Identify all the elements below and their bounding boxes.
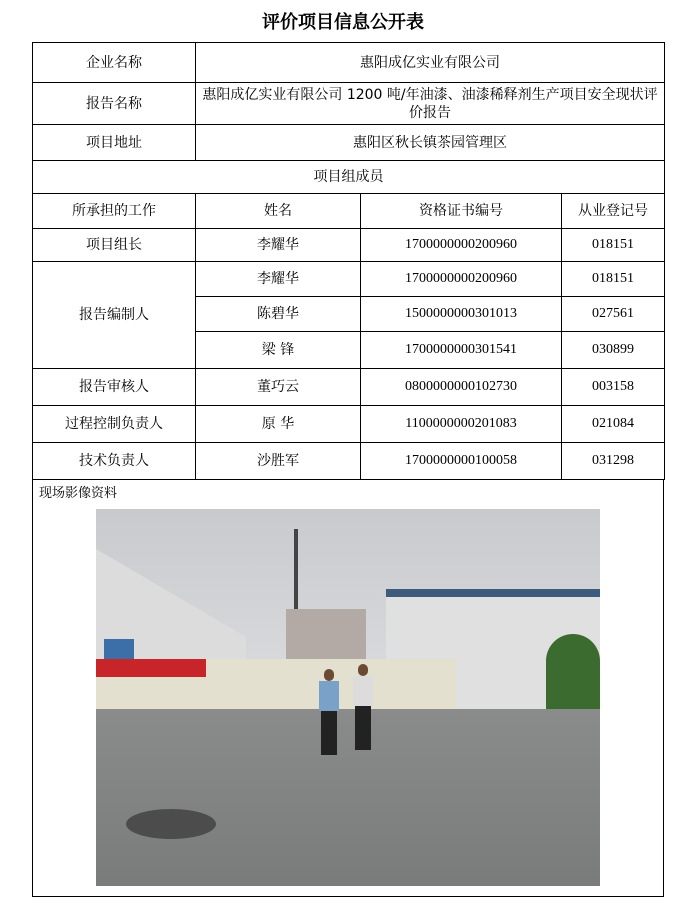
cert-cell: 1700000000301541 (361, 332, 562, 369)
photo-roof (386, 589, 600, 597)
table-row (33, 262, 665, 297)
site-photo-section (32, 479, 664, 897)
photo-banner (96, 659, 206, 677)
members-title-row (33, 161, 665, 194)
reg-cell: 018151 (562, 262, 665, 297)
site-photo (96, 509, 600, 886)
company-value: 惠阳成亿实业有限公司 (196, 43, 665, 83)
header-reg: 从业登记号 (562, 194, 665, 229)
address-label: 项目地址 (33, 125, 196, 161)
reg-cell: 021084 (562, 406, 665, 443)
role-cell: 项目组长 (33, 229, 196, 262)
reg-cell: 003158 (562, 369, 665, 406)
cert-cell: 1700000000100058 (361, 443, 562, 480)
header-name: 姓名 (196, 194, 361, 229)
table-row (33, 443, 665, 480)
cert-cell: 1700000000200960 (361, 262, 562, 297)
name-cell: 李耀华 (196, 229, 361, 262)
table-row (33, 369, 665, 406)
name-cell: 陈碧华 (196, 297, 361, 332)
address-row (33, 125, 665, 161)
name-cell: 沙胜军 (196, 443, 361, 480)
reg-cell: 030899 (562, 332, 665, 369)
role-cell: 技术负责人 (33, 443, 196, 480)
header-role: 所承担的工作 (33, 194, 196, 229)
photo-person (352, 664, 374, 754)
name-cell: 原 华 (196, 406, 361, 443)
role-cell: 报告编制人 (33, 262, 196, 369)
report-label: 报告名称 (33, 83, 196, 125)
company-label: 企业名称 (33, 43, 196, 83)
name-cell: 董巧云 (196, 369, 361, 406)
reg-cell: 027561 (562, 297, 665, 332)
reg-cell: 031298 (562, 443, 665, 480)
role-cell: 过程控制负责人 (33, 406, 196, 443)
company-row (33, 43, 665, 83)
cert-cell: 0800000000102730 (361, 369, 562, 406)
photo-ground (96, 709, 600, 886)
reg-cell: 018151 (562, 229, 665, 262)
page-title: 评价项目信息公开表 (262, 12, 424, 33)
cert-cell: 1500000000301013 (361, 297, 562, 332)
members-title: 项目组成员 (33, 161, 665, 194)
report-row (33, 83, 665, 125)
name-cell: 李耀华 (196, 262, 361, 297)
cert-cell: 1700000000200960 (361, 229, 562, 262)
header-cert: 资格证书编号 (361, 194, 562, 229)
role-cell: 报告审核人 (33, 369, 196, 406)
name-cell: 梁 锋 (196, 332, 361, 369)
table-row (33, 229, 665, 262)
table-row (33, 406, 665, 443)
address-value: 惠阳区秋长镇茶园管理区 (196, 125, 665, 161)
photo-label: 现场影像资料 (39, 486, 118, 501)
photo-trees (546, 634, 600, 709)
cert-cell: 1100000000201083 (361, 406, 562, 443)
photo-puddle (126, 809, 216, 839)
photo-person (318, 669, 340, 759)
report-value: 惠阳成亿实业有限公司 1200 吨/年油漆、油漆稀释剂生产项目安全现状评价报告 (196, 83, 665, 125)
header-row (33, 194, 665, 229)
project-info-table (32, 42, 665, 480)
photo-window (104, 639, 134, 659)
